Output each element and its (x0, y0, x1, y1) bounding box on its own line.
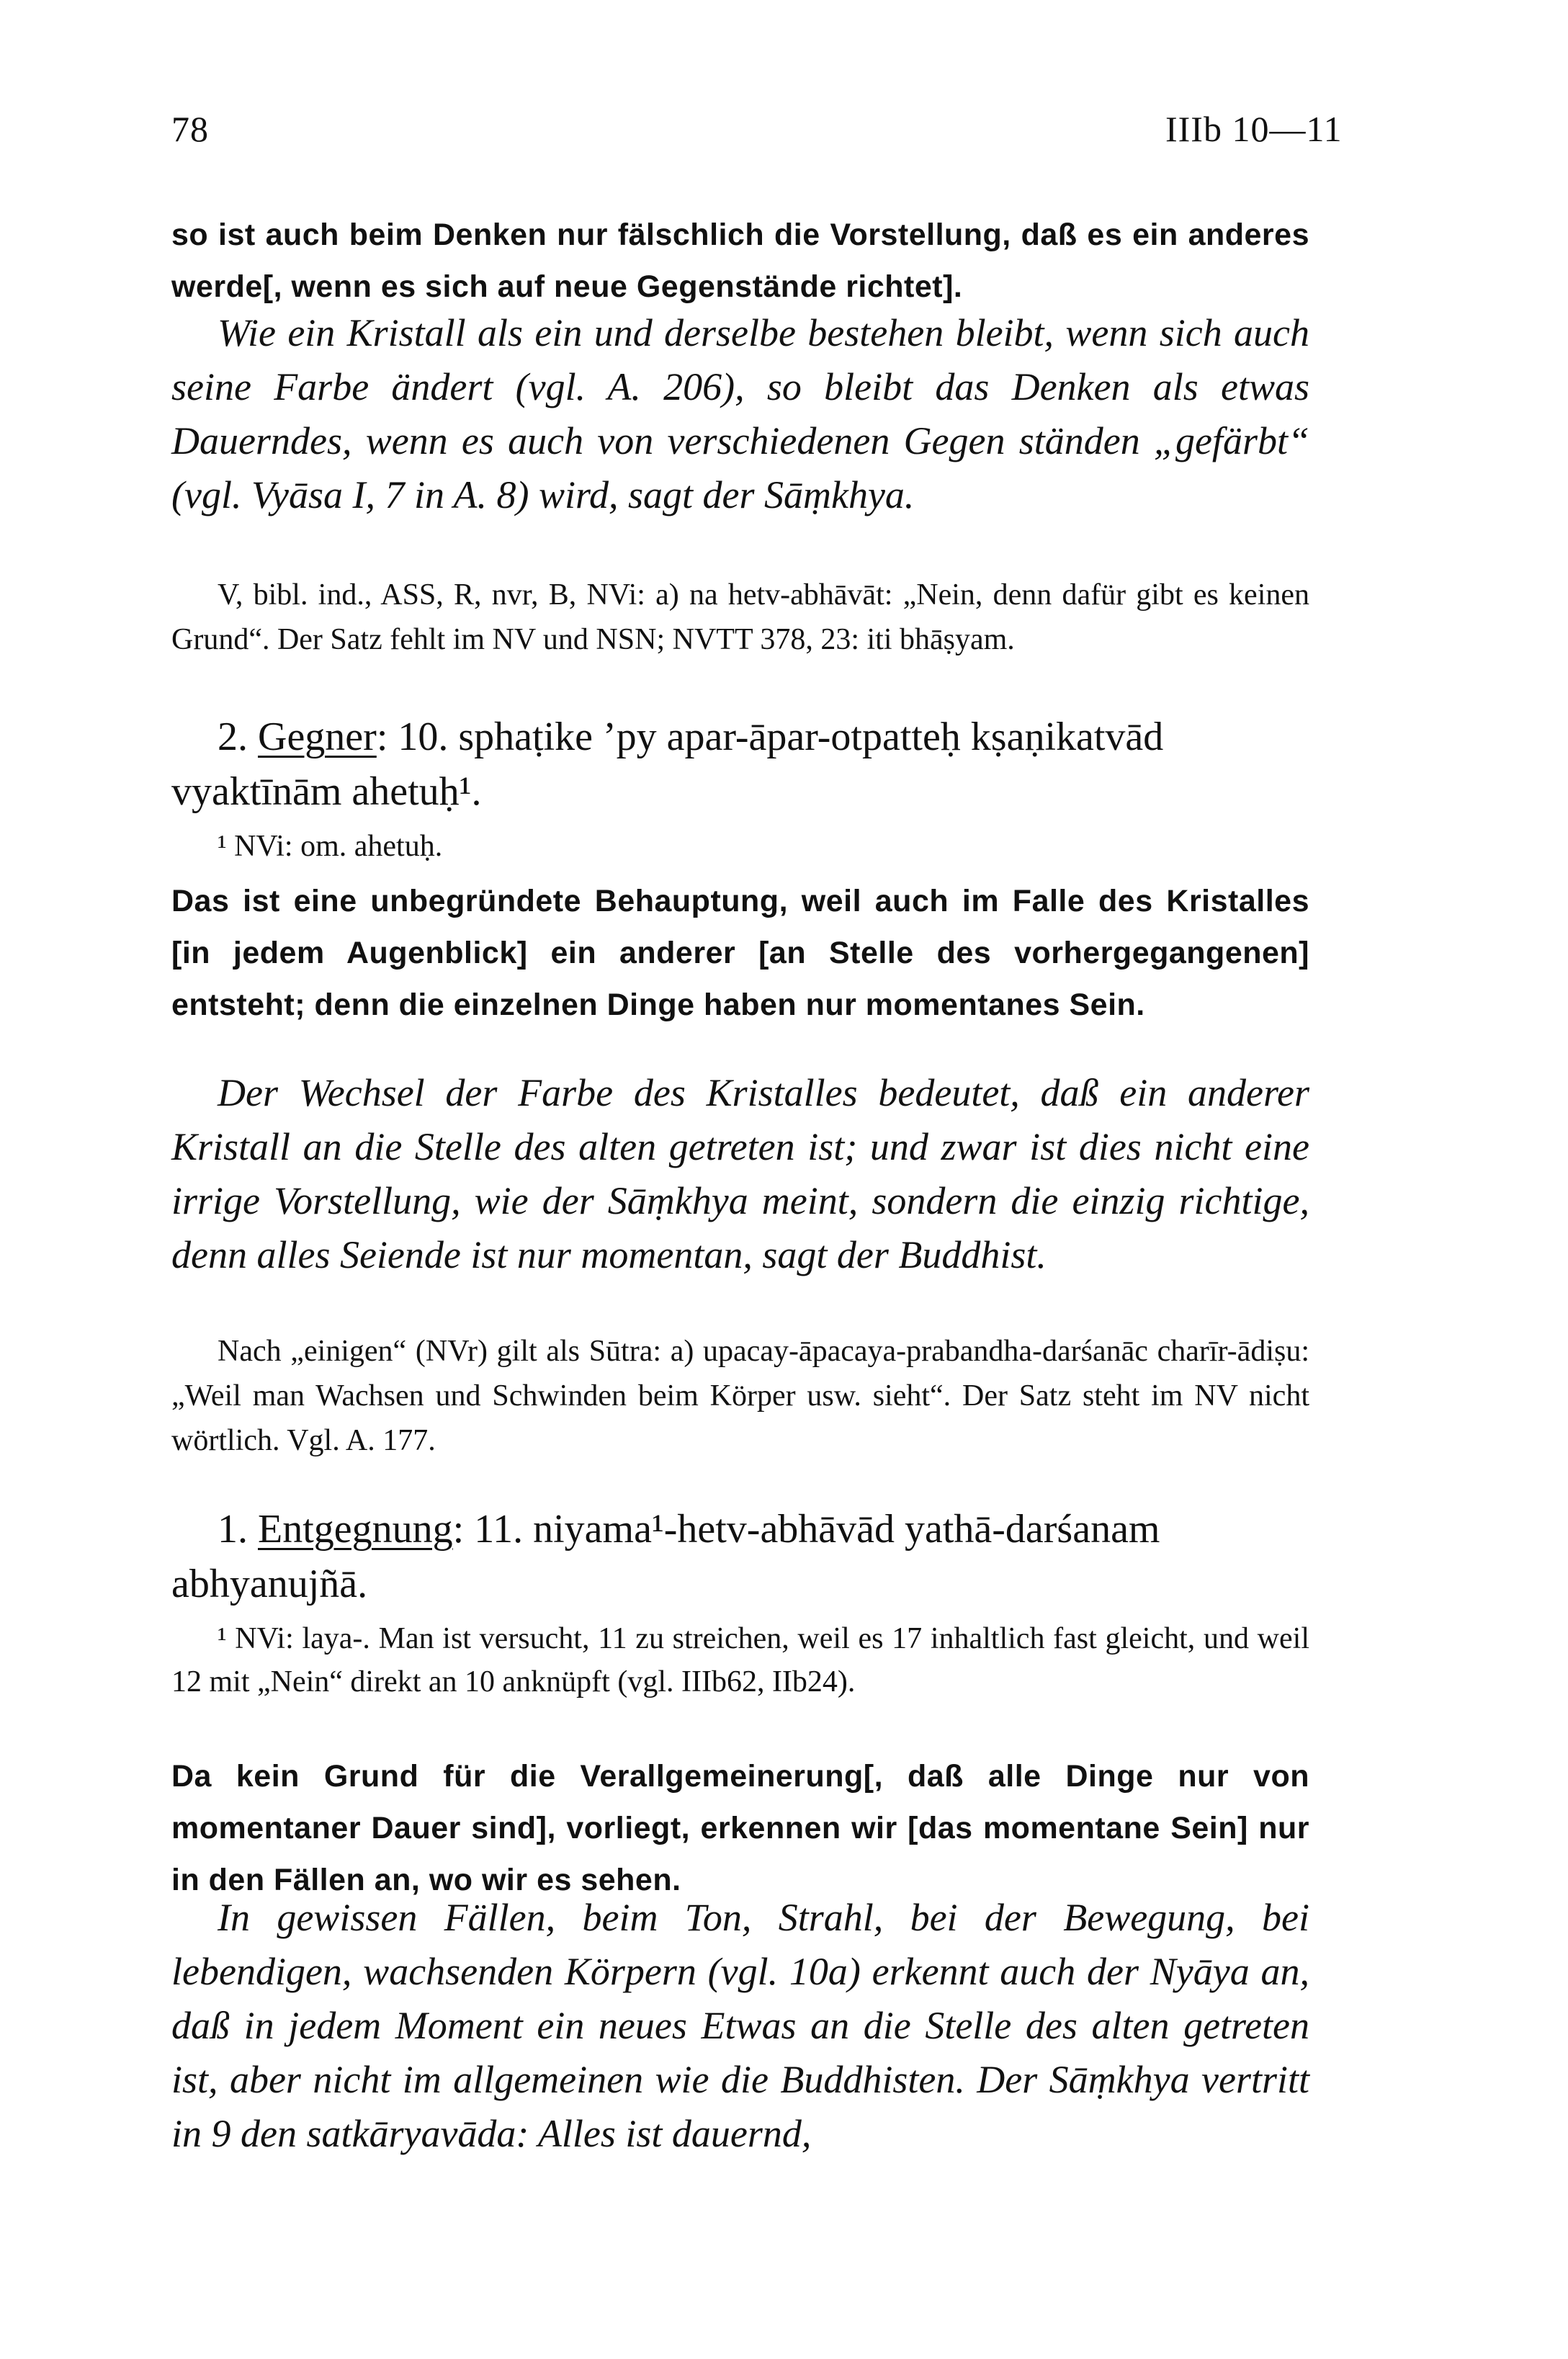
sutra-text: 11. niyama¹-hetv-abhāvād yathā-darśanam abhyanujñā. (171, 1507, 1160, 1606)
translation-paragraph: Das ist eine unbegründete Behauptung, weil auch im Falle des Kristalles [in jedem Augenblick] ein anderer [an Stelle des vorhergegangenen] entsteht; denn die einzelnen Dinge haben nur momentanes Sein. (171, 884, 1309, 1022)
variant-note: V, bibl. ind., ASS, R, nvr, B, NVi: a) na hetv-abhāvāt: „Nein, denn dafür gibt es keinen Grund“. Der Satz fehlt im NV und NSN; NVTT 378, 23: iti bhāṣyam. (171, 578, 1309, 656)
commentary-paragraph: Der Wechsel der Farbe des Kristalles bedeutet, daß ein anderer Kristall an die Stelle des alten getreten ist; und zwar ist dies nicht eine irrige Vorstellung, wie der Sāṃkhya meint, sondern die einzig richtige, denn alles Seiende ist nur momentan, sagt der Buddhist. (171, 1071, 1309, 1276)
page-number: 78 (171, 109, 209, 149)
sutra-10 (171, 710, 1309, 819)
commentary-paragraph: In gewissen Fällen, beim Ton, Strahl, bei der Bewegung, bei lebendigen, wachsenden Körpern (vgl. 10a) erkennt auch der Nyāya an, daß in jedem Moment ein neues Etwas an die Stelle des alten getreten ist, aber nicht im allgemeinen wie die Buddhisten. Der Sāṃkhya vertritt in 9 den satkāryavāda: Alles ist dauernd, (171, 1896, 1309, 2155)
speaker-colon: : (452, 1507, 465, 1552)
footnote: ¹ NVi: laya-. Man ist versucht, 11 zu streichen, weil es 17 inhaltlich fast gleicht, und weil 12 mit „Nein“ direkt an 10 anknüpft (vgl. IIIb62, IIb24). (171, 1622, 1309, 1698)
sutra-text: 10. sphaṭike ’py apar-āpar-otpatteḥ kṣaṇikatvād vyaktīnām ahetuḥ¹. (171, 715, 1164, 814)
commentary-paragraph: Wie ein Kristall als ein und derselbe bestehen bleibt, wenn sich auch seine Farbe ändert (vgl. A. 206), so bleibt das Denken als etwas Dauerndes, wenn es auch von verschiedenen Gegen ständen „gefärbt“ (vgl. Vyāsa I, 7 in A. 8) wird, sagt der Sāṃkhya. (171, 311, 1309, 516)
speaker-label: Gegner (258, 715, 377, 759)
speaker-colon: : (376, 715, 388, 759)
speaker-label: Entgegnung (258, 1507, 453, 1552)
footnote: ¹ NVi: om. ahetuḥ. (218, 830, 443, 863)
sutra-11 (171, 1502, 1309, 1611)
translation-paragraph: Da kein Grund für die Verallgemeinerung[, daß alle Dinge nur von momentaner Dauer sind], vorliegt, erkennen wir [das momentane Sein] nur in den Fällen an, wo wir es sehen. (171, 1759, 1309, 1897)
sutra-number: 2. (218, 715, 248, 759)
section-reference: IIIb 10—11 (1165, 109, 1343, 149)
variant-note: Nach „einigen“ (NVr) gilt als Sūtra: a) upacay-āpacaya-prabandha-darśanāc charīr-ādiṣu: „Weil man Wachsen und Schwinden beim Körper usw. sieht“. Der Satz steht im NV nicht wörtlich. Vgl. A. 177. (171, 1335, 1309, 1457)
translation-paragraph: so ist auch beim Denken nur fälschlich die Vorstellung, daß es ein anderes werde[, wenn es sich auf neue Gegenstände richtet]. (171, 218, 1309, 304)
sutra-number: 1. (218, 1507, 248, 1552)
